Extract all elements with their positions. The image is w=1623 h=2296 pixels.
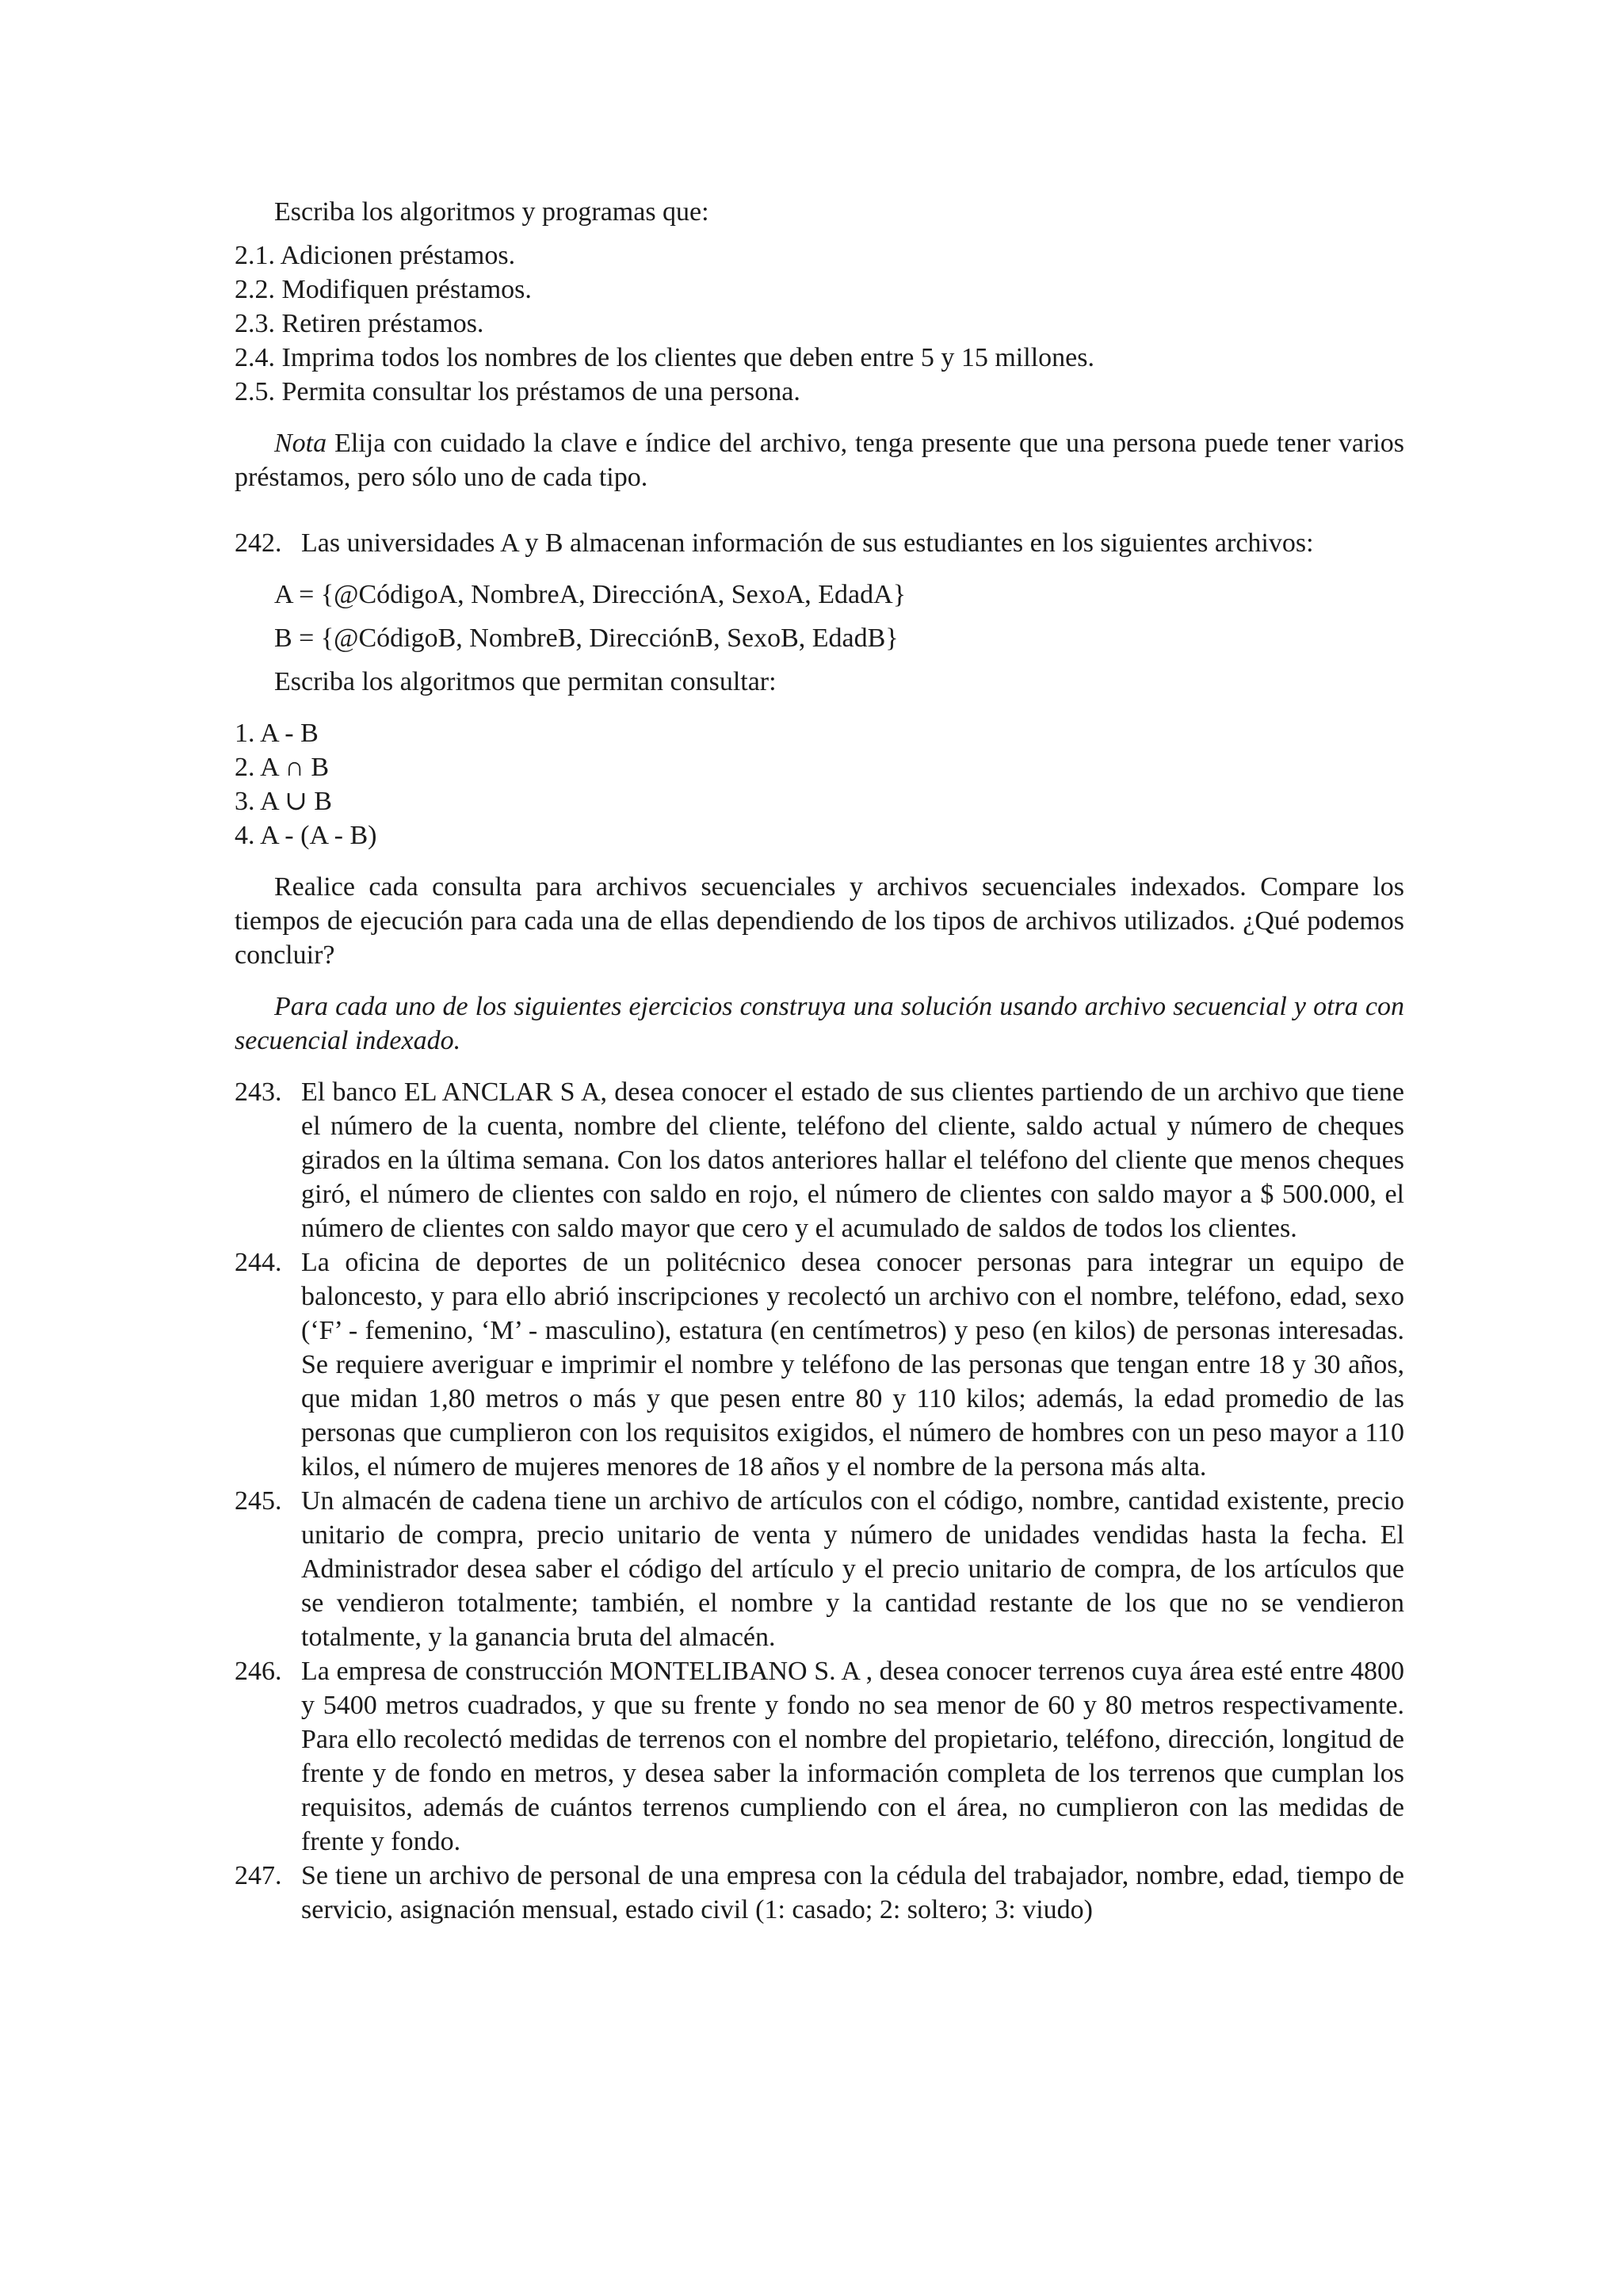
exercise-number: 245. [235,1486,282,1516]
exercise-number: 244. [235,1248,282,1277]
note-text: Elija con cuidado la clave e índice del archivo, tenga presente que una persona puede tener varios préstamos, pero sólo uno de cada tipo. [235,429,1404,492]
instruction-paragraph: Para cada uno de los siguientes ejercicios construya una solución usando archivo secuencial y otra con secuencial indexado. [235,992,1404,1055]
intro-item: 2.4. Imprima todos los nombres de los clientes que deben entre 5 y 15 millones. [235,343,1094,372]
exercise-text: El banco EL ANCLAR S A, desea conocer el estado de sus clientes partiendo de un archivo que tiene el número de la cuenta, nombre del cliente, teléfono del cliente, saldo actual y número de cheques girados en la última semana. Con los datos anteriores hallar el teléfono del cliente que menos cheques giró, el número de clientes con saldo en rojo, el número de clientes con saldo mayor a $ 500.000, el número de clientes con saldo mayor que cero y el acumulado de saldos de todos los clientes. [301,1077,1404,1243]
exercise-number: 242. [235,528,282,558]
exercise-text: La oficina de deportes de un politécnico desea conocer personas para integrar un equipo de baloncesto, y para ello abrió inscripciones y recolectó un archivo con el nombre, teléfono, edad, sexo (‘F’ - femenino, ‘M’ - masculino), estatura (en centímetros) y peso (en kilos) de personas interesadas. Se requiere averiguar e imprimir el nombre y teléfono de las personas que tengan entre 18 y 30 años, que midan 1,80 metros o más y que pesen entre 80 y 110 kilos; además, la edad promedio de las personas que cumplieron con los requisitos exigidos, el número de hombres con un peso mayor a 110 kilos, el número de mujeres menores de 18 años y el nombre de la persona más alta. [301,1248,1404,1482]
exercise-244 [235,1245,1404,1484]
page-content [235,195,1404,1927]
intro-note [235,426,1404,494]
intro-item: 2.1. Adicionen préstamos. [235,241,516,270]
exercise-number: 243. [235,1077,282,1107]
exercise-text: Las universidades A y B almacenan información de sus estudiantes en los siguientes archivos: [301,528,1314,558]
query-list [235,716,1404,852]
closing-paragraph: Realice cada consulta para archivos secuenciales y archivos secuenciales indexados. Compare los tiempos de ejecución para cada una de ellas dependiendo de los tipos de archivos utilizados. ¿Qué podemos concluir? [235,872,1404,970]
query-item: 2. A ∩ B [235,753,330,782]
exercise-text: La empresa de construcción MONTELIBANO S. A , desea conocer terrenos cuya área esté entre 4800 y 5400 metros cuadrados, y que su frente y fondo no sea menor de 60 y 80 metros respectivamente. Para ello recolectó medidas de terrenos con el nombre del propietario, teléfono, dirección, longitud de frente y de fondo en metros, y desea saber la información completa de los terrenos que cumplan los requisitos, además de cuántos terrenos cumpliendo con el área, no cumplieron con las medidas de frente y fondo. [301,1657,1404,1856]
intro-item: 2.2. Modifiquen préstamos. [235,275,532,304]
exercise-number: 246. [235,1657,282,1686]
intro-item: 2.5. Permita consultar los préstamos de una persona. [235,377,800,406]
exercise-247 [235,1859,1404,1927]
query-item: 1. A - B [235,719,319,748]
exercise-246 [235,1654,1404,1859]
exercise-text: Un almacén de cadena tiene un archivo de artículos con el código, nombre, cantidad existente, precio unitario de compra, precio unitario de venta y número de unidades vendidas hasta la fecha. El Administrador desea saber el código del artículo y el precio unitario de compra, de los artículos que se vendieron totalmente; también, el nombre y la cantidad restante de los que no se vendieron totalmente, y la ganancia bruta del almacén. [301,1486,1404,1652]
set-b-definition: B = {@CódigoB, NombreB, DirecciónB, SexoB, EdadB} [274,624,899,653]
query-item: 4. A - (A - B) [235,821,377,850]
intro-item: 2.3. Retiren préstamos. [235,309,484,338]
intro-list [235,238,1404,409]
exercise-text: Se tiene un archivo de personal de una empresa con la cédula del trabajador, nombre, edad, tiempo de servicio, asignación mensual, estado civil (1: casado; 2: soltero; 3: viudo) [301,1861,1404,1924]
query-lead: Escriba los algoritmos que permitan consultar: [274,667,777,696]
exercise-number: 247. [235,1861,282,1890]
set-a-definition: A = {@CódigoA, NombreA, DirecciónA, SexoA, EdadA} [274,580,907,609]
exercise-243 [235,1075,1404,1245]
note-label: Nota [274,429,327,458]
exercise-245 [235,1484,1404,1654]
intro-lead: Escriba los algoritmos y programas que: [274,197,709,227]
query-item: 3. A ∪ B [235,787,332,816]
exercise-242 [235,526,1404,560]
